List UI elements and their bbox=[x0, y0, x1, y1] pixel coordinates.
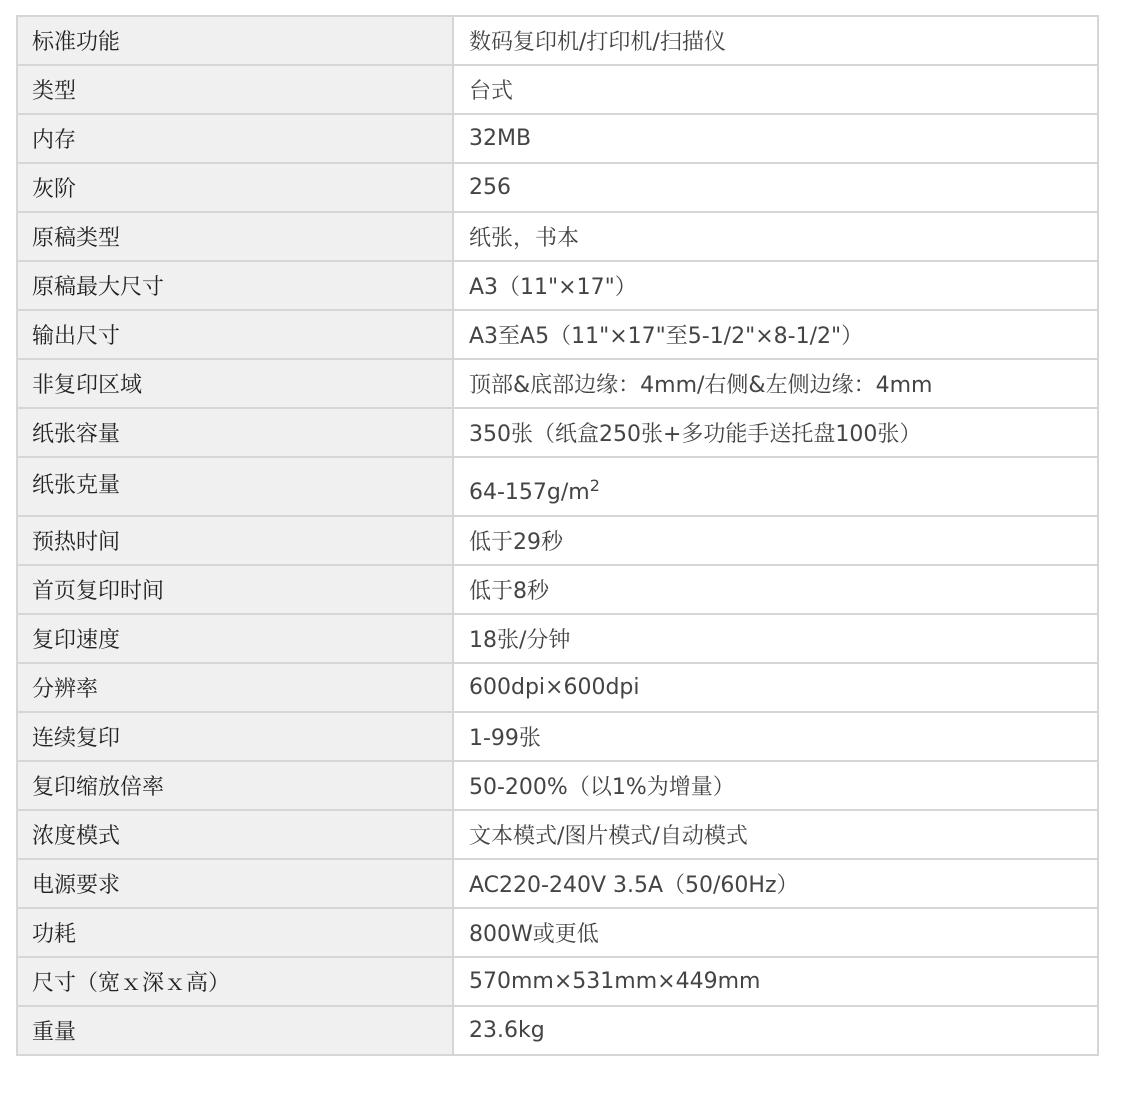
spec-value: 800W或更低 bbox=[453, 908, 1098, 957]
spec-value: 台式 bbox=[453, 65, 1098, 114]
table-row bbox=[17, 65, 1098, 114]
spec-label: 预热时间 bbox=[17, 516, 453, 565]
spec-label: 类型 bbox=[17, 65, 453, 114]
spec-label: 复印速度 bbox=[17, 614, 453, 663]
spec-value: 50-200%（以1%为增量） bbox=[453, 761, 1098, 810]
spec-label: 复印缩放倍率 bbox=[17, 761, 453, 810]
table-row bbox=[17, 163, 1098, 212]
table-row bbox=[17, 457, 1098, 516]
table-row bbox=[17, 310, 1098, 359]
spec-label: 标准功能 bbox=[17, 16, 453, 65]
spec-label: 灰阶 bbox=[17, 163, 453, 212]
spec-value-superscript: 2 bbox=[589, 476, 600, 495]
table-row bbox=[17, 212, 1098, 261]
spec-table bbox=[16, 15, 1099, 1056]
spec-value: 600dpi×600dpi bbox=[453, 663, 1098, 712]
spec-label: 原稿最大尺寸 bbox=[17, 261, 453, 310]
spec-label: 首页复印时间 bbox=[17, 565, 453, 614]
table-row bbox=[17, 712, 1098, 761]
spec-value bbox=[453, 457, 1098, 516]
spec-value: AC220-240V 3.5A（50/60Hz） bbox=[453, 859, 1098, 908]
spec-label: 纸张容量 bbox=[17, 408, 453, 457]
spec-value: 低于8秒 bbox=[453, 565, 1098, 614]
spec-value: A3（11"×17"） bbox=[453, 261, 1098, 310]
table-row bbox=[17, 810, 1098, 859]
spec-value: 32MB bbox=[453, 114, 1098, 163]
table-row bbox=[17, 957, 1098, 1006]
spec-label: 重量 bbox=[17, 1006, 453, 1055]
table-row bbox=[17, 516, 1098, 565]
spec-value: 1-99张 bbox=[453, 712, 1098, 761]
spec-label: 功耗 bbox=[17, 908, 453, 957]
spec-label: 分辨率 bbox=[17, 663, 453, 712]
spec-label: 输出尺寸 bbox=[17, 310, 453, 359]
table-row bbox=[17, 114, 1098, 163]
table-row bbox=[17, 16, 1098, 65]
spec-value: 18张/分钟 bbox=[453, 614, 1098, 663]
spec-label: 尺寸（宽ｘ深ｘ高） bbox=[17, 957, 453, 1006]
spec-label: 内存 bbox=[17, 114, 453, 163]
spec-value: 顶部&底部边缘：4mm/右侧&左侧边缘：4mm bbox=[453, 359, 1098, 408]
spec-label: 浓度模式 bbox=[17, 810, 453, 859]
spec-label: 电源要求 bbox=[17, 859, 453, 908]
table-row bbox=[17, 761, 1098, 810]
spec-value-text: 64-157g/m bbox=[469, 480, 590, 505]
spec-label: 原稿类型 bbox=[17, 212, 453, 261]
spec-label: 纸张克量 bbox=[17, 457, 453, 516]
table-row bbox=[17, 408, 1098, 457]
table-row bbox=[17, 859, 1098, 908]
spec-value: A3至A5（11"×17"至5-1/2"×8-1/2"） bbox=[453, 310, 1098, 359]
table-row bbox=[17, 908, 1098, 957]
spec-value: 23.6kg bbox=[453, 1006, 1098, 1055]
spec-value: 350张（纸盒250张+多功能手送托盘100张） bbox=[453, 408, 1098, 457]
spec-value: 纸张，书本 bbox=[453, 212, 1098, 261]
table-row bbox=[17, 359, 1098, 408]
spec-value: 文本模式/图片模式/自动模式 bbox=[453, 810, 1098, 859]
table-row bbox=[17, 565, 1098, 614]
spec-value: 数码复印机/打印机/扫描仪 bbox=[453, 16, 1098, 65]
table-row bbox=[17, 1006, 1098, 1055]
spec-label: 非复印区域 bbox=[17, 359, 453, 408]
spec-value: 256 bbox=[453, 163, 1098, 212]
spec-value: 低于29秒 bbox=[453, 516, 1098, 565]
table-row bbox=[17, 261, 1098, 310]
table-row bbox=[17, 614, 1098, 663]
spec-label: 连续复印 bbox=[17, 712, 453, 761]
table-row bbox=[17, 663, 1098, 712]
spec-value: 570mm×531mm×449mm bbox=[453, 957, 1098, 1006]
